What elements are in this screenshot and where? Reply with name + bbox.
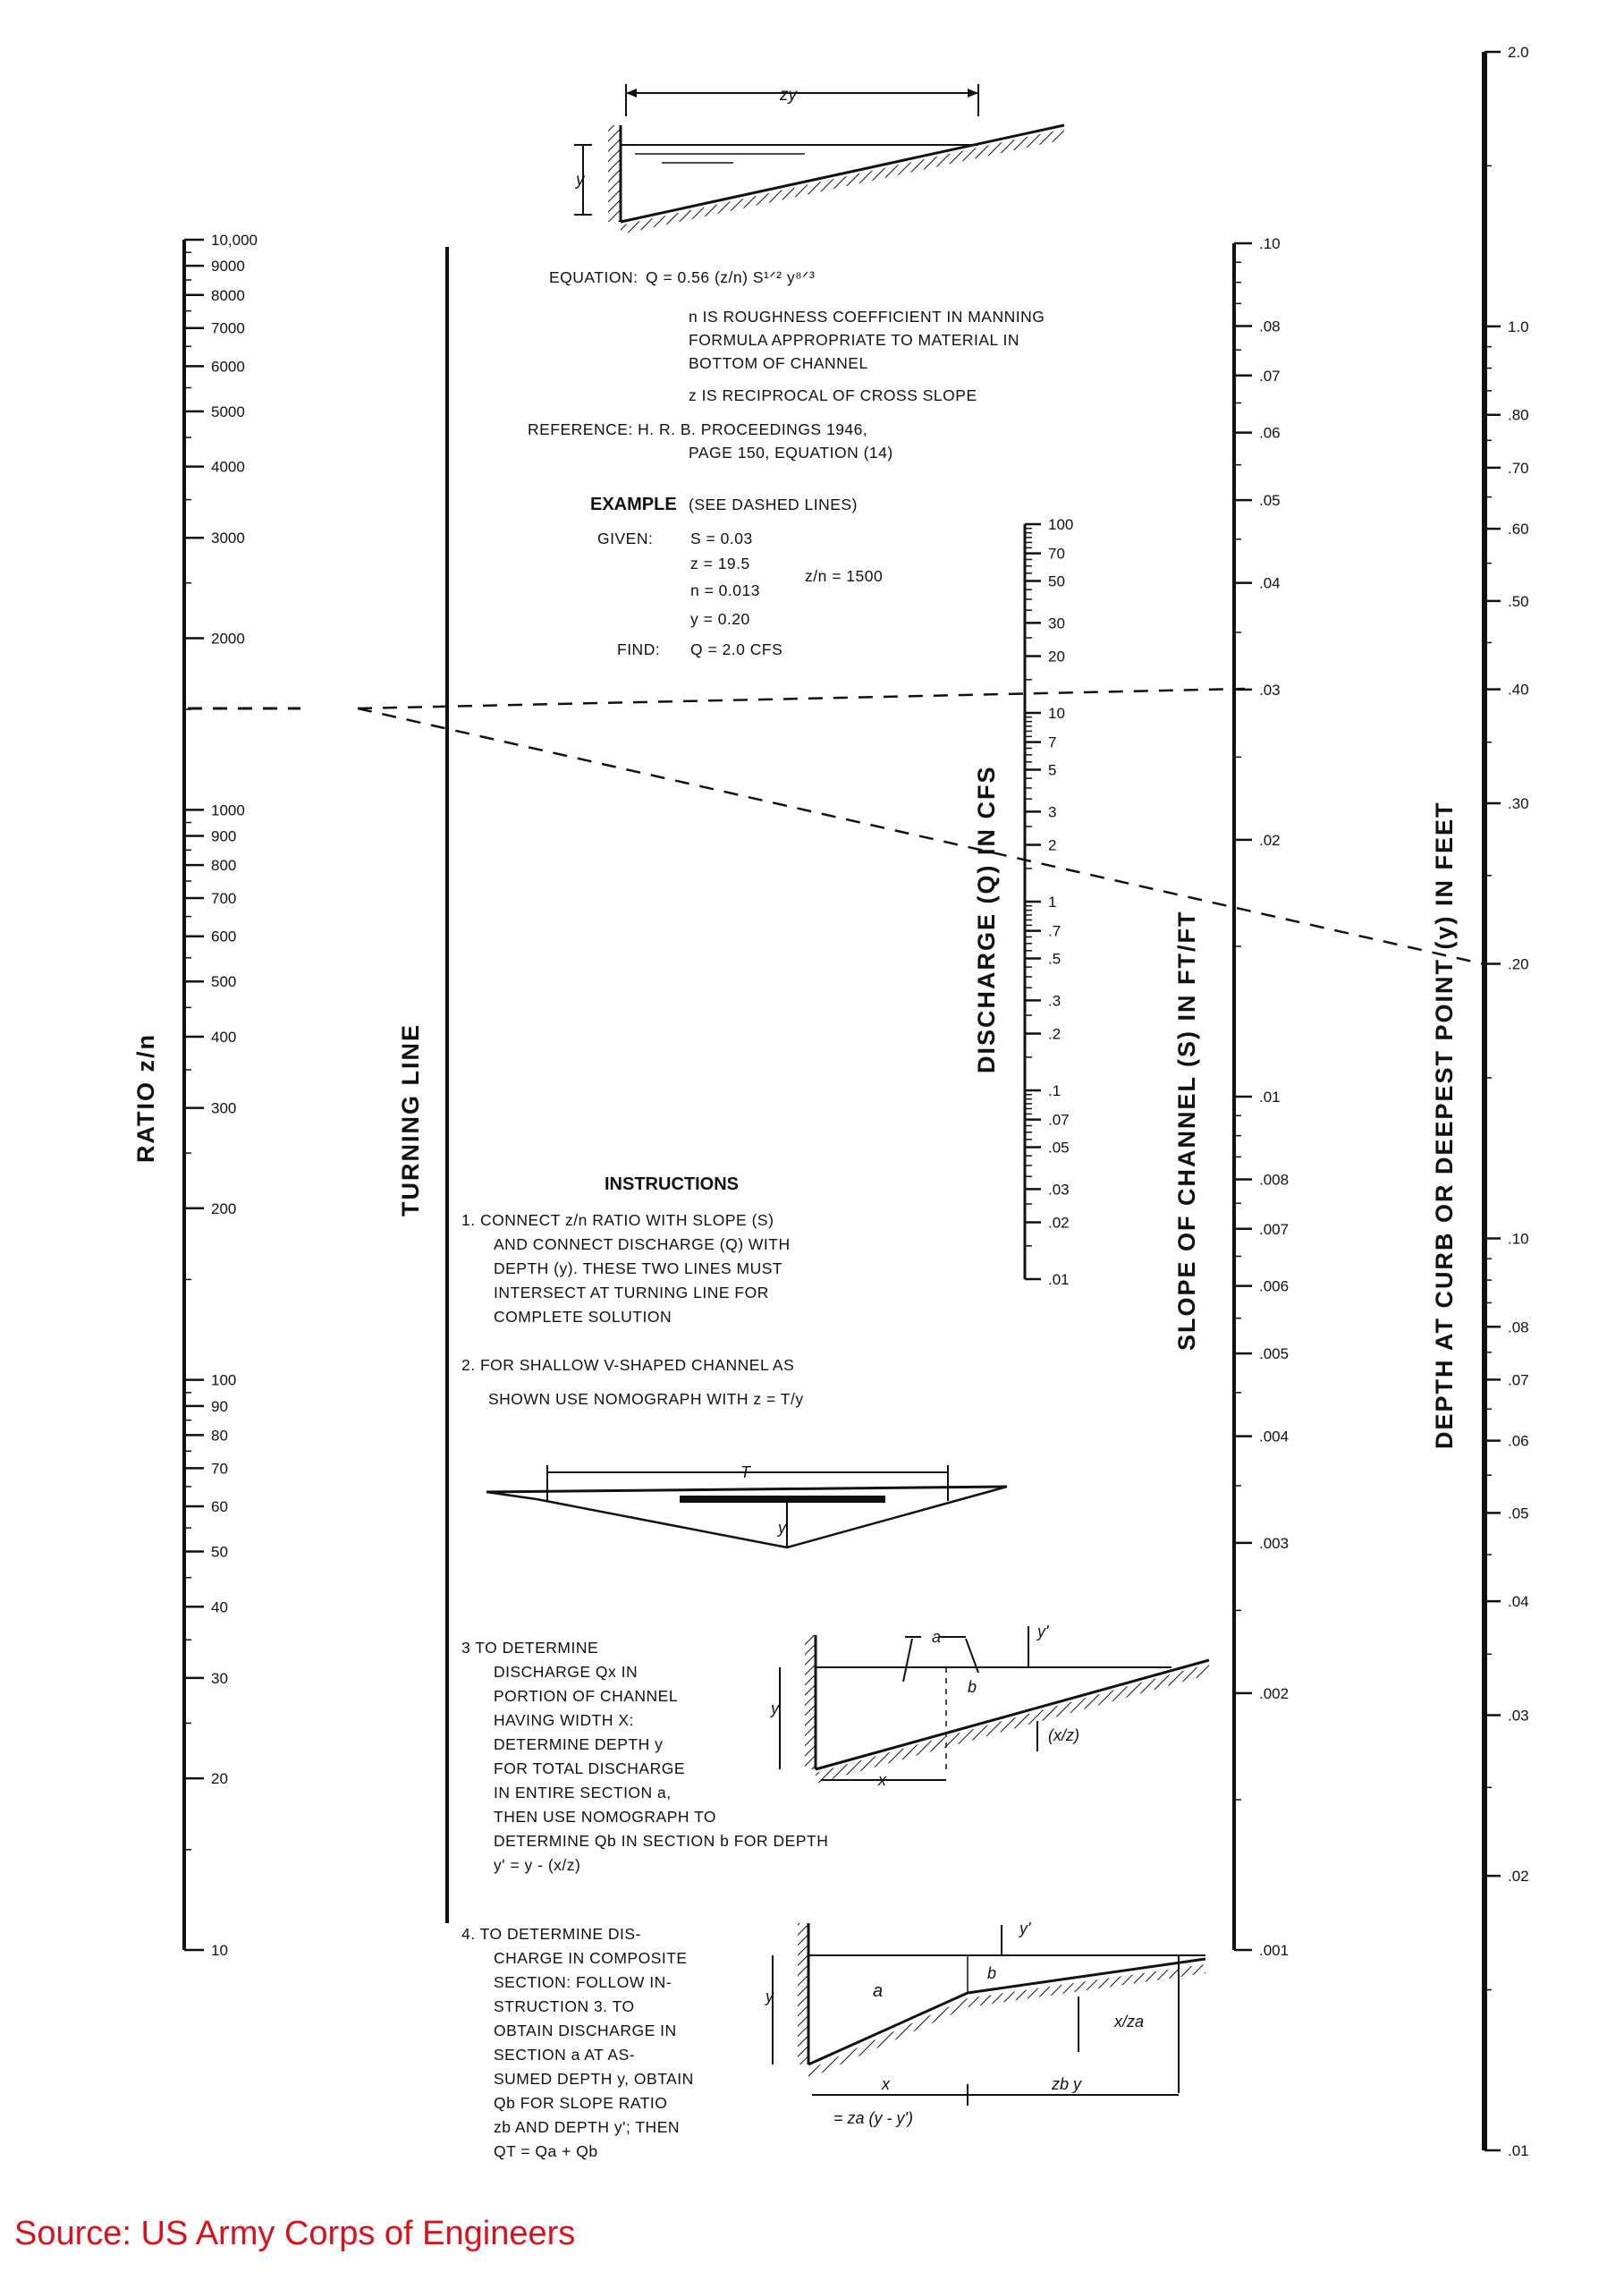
depth-tick-label: .30 <box>1508 795 1529 813</box>
slope-tick-label: .008 <box>1259 1171 1290 1189</box>
s4-yp-label: y' <box>1019 1920 1031 1937</box>
slope-tick-label: .03 <box>1259 681 1281 699</box>
depth-scale <box>1484 44 1529 2159</box>
step1-line: DEPTH (y). THESE TWO LINES MUST <box>494 1259 783 1277</box>
instruction-step-2 <box>461 1356 804 1408</box>
ratio-tick-label: 900 <box>211 827 237 845</box>
step3-line: DETERMINE DEPTH y <box>494 1735 664 1753</box>
discharge-tick-label: .5 <box>1048 950 1062 968</box>
ratio-tick-label: 1000 <box>211 801 245 819</box>
depth-tick-label: .01 <box>1508 2142 1529 2159</box>
ratio-tick-label: 600 <box>211 928 237 945</box>
discharge-tick-label: 70 <box>1048 545 1065 563</box>
slope-tick-label: .006 <box>1259 1277 1290 1295</box>
reference-1: REFERENCE: H. R. B. PROCEEDINGS 1946, <box>528 420 868 438</box>
discharge-tick-label: .1 <box>1048 1082 1062 1099</box>
step4-line: QT = Qa + Qb <box>494 2142 598 2160</box>
s4-b-label: b <box>987 1964 997 1982</box>
ratio-tick-label: 8000 <box>211 286 245 304</box>
ratio-tick-label: 7000 <box>211 319 245 337</box>
discharge-tick-label: .01 <box>1048 1271 1070 1288</box>
ratio-tick-label: 100 <box>211 1371 237 1389</box>
s3-x-label: x <box>878 1771 886 1789</box>
discharge-tick-label: 10 <box>1048 705 1065 722</box>
given-y: y = 0.20 <box>690 610 750 628</box>
step3-line: HAVING WIDTH X: <box>494 1711 634 1729</box>
depth-tick-label: .70 <box>1508 459 1529 477</box>
example-dashed-lines <box>188 689 1484 964</box>
slope-tick-label: .004 <box>1259 1428 1290 1445</box>
slope-tick-label: .005 <box>1259 1345 1290 1363</box>
ratio-tick-label: 6000 <box>211 358 245 376</box>
step1-line: COMPLETE SOLUTION <box>494 1308 672 1326</box>
instruction-step-1 <box>461 1211 791 1326</box>
v-channel-sketch <box>486 1463 1007 1547</box>
n-definition-3: BOTTOM OF CHANNEL <box>689 354 868 372</box>
discharge-tick-label: .05 <box>1048 1139 1070 1157</box>
ratio-tick-label: 40 <box>211 1598 228 1616</box>
s4-a-label: a <box>873 1981 884 2001</box>
ratio-tick-label: 9000 <box>211 258 245 276</box>
ratio-tick-label: 50 <box>211 1543 228 1561</box>
discharge-tick-label: 2 <box>1048 836 1057 854</box>
v-y-label: y <box>778 1519 786 1537</box>
step3-line: DETERMINE Qb IN SECTION b FOR DEPTH <box>494 1832 829 1850</box>
step4-line: OBTAIN DISCHARGE IN <box>494 2022 677 2039</box>
step4-line: STRUCTION 3. TO <box>494 1997 635 2015</box>
s4-zby-label: zb y <box>1052 2075 1082 2093</box>
discharge-scale <box>1025 516 1073 1288</box>
slope-tick-label: .06 <box>1259 424 1281 442</box>
ratio-tick-label: 2000 <box>211 630 245 648</box>
depth-tick-label: .10 <box>1508 1230 1529 1248</box>
step4-line: zb AND DEPTH y'; THEN <box>494 2118 680 2136</box>
given-label: GIVEN: <box>597 530 654 547</box>
s3-a-label: a <box>932 1628 942 1646</box>
ratio-tick-label: 3000 <box>211 530 245 547</box>
top-y-label: y <box>576 171 585 190</box>
s3-y-label: y <box>771 1700 779 1717</box>
ratio-tick-label: 5000 <box>211 403 245 420</box>
example-title: EXAMPLE <box>590 495 677 514</box>
depth-tick-label: .03 <box>1508 1707 1529 1725</box>
equation-formula: Q = 0.56 (z/n) S¹ᐟ² y⁸ᐟ³ <box>646 268 816 286</box>
slope-scale <box>1234 235 1289 1959</box>
zy-label: zy <box>780 86 797 105</box>
step1-line: 1. CONNECT z/n RATIO WITH SLOPE (S) <box>461 1211 774 1229</box>
equation-prefix: EQUATION: <box>549 268 639 286</box>
discharge-tick-label: 30 <box>1048 615 1065 632</box>
step1-line: AND CONNECT DISCHARGE (Q) WITH <box>494 1235 791 1253</box>
ratio-tick-label: 400 <box>211 1028 237 1046</box>
discharge-tick-label: 50 <box>1048 572 1065 590</box>
step3-line: y' = y - (x/z) <box>494 1856 581 1874</box>
step4-line: 4. TO DETERMINE DIS- <box>461 1925 641 1943</box>
depth-tick-label: .80 <box>1508 406 1529 424</box>
discharge-tick-label: 3 <box>1048 803 1057 821</box>
step4-line: SUMED DEPTH y, OBTAIN <box>494 2070 694 2088</box>
source-caption: Source: US Army Corps of Engineers <box>14 2215 576 2252</box>
instruction-4-sketch <box>764 1920 1205 2127</box>
slope-tick-label: .003 <box>1259 1534 1290 1552</box>
discharge-tick-label: 5 <box>1048 761 1057 779</box>
discharge-tick-label: 1 <box>1048 894 1057 911</box>
ratio-tick-label: 200 <box>211 1200 237 1217</box>
ratio-tick-label: 90 <box>211 1397 228 1415</box>
step1-line: INTERSECT AT TURNING LINE FOR <box>494 1284 769 1301</box>
example-title-note: (SEE DASHED LINES) <box>689 496 858 513</box>
slope-tick-label: .007 <box>1259 1220 1290 1238</box>
s4-za-label: = za (y - y') <box>833 2109 913 2127</box>
ratio-tick-label: 4000 <box>211 458 245 476</box>
discharge-tick-label: 7 <box>1048 733 1057 751</box>
discharge-tick-label: .3 <box>1048 992 1062 1010</box>
depth-tick-label: .50 <box>1508 592 1529 610</box>
depth-tick-label: .08 <box>1508 1318 1529 1336</box>
s4-x-label: x <box>882 2075 890 2093</box>
ratio-tick-label: 10,000 <box>211 232 258 249</box>
discharge-scale-title: DISCHARGE (Q) IN CFS <box>973 765 1000 1073</box>
ratio-scale <box>184 232 258 1959</box>
find-value: Q = 2.0 CFS <box>690 640 783 658</box>
slope-tick-label: .001 <box>1259 1942 1290 1959</box>
slope-tick-label: .05 <box>1259 492 1281 510</box>
z-definition: z IS RECIPROCAL OF CROSS SLOPE <box>689 386 977 404</box>
ratio-tick-label: 20 <box>211 1770 228 1788</box>
step3-line: DISCHARGE Qx IN <box>494 1663 639 1681</box>
depth-tick-label: .05 <box>1508 1505 1529 1522</box>
step3-line: IN ENTIRE SECTION a, <box>494 1784 672 1801</box>
ratio-tick-label: 70 <box>211 1460 228 1478</box>
step2-line: SHOWN USE NOMOGRAPH WITH z = T/y <box>488 1390 804 1408</box>
depth-tick-label: .06 <box>1508 1432 1529 1450</box>
top-channel-sketch <box>574 84 1064 234</box>
ratio-tick-label: 60 <box>211 1498 228 1516</box>
discharge-tick-label: 100 <box>1048 516 1074 533</box>
ratio-tick-label: 10 <box>211 1942 228 1959</box>
slope-tick-label: .01 <box>1259 1089 1281 1106</box>
ratio-tick-label: 30 <box>211 1669 228 1687</box>
s3-yp-label: y' <box>1037 1623 1049 1640</box>
discharge-tick-label: .2 <box>1048 1025 1062 1043</box>
slope-tick-label: .07 <box>1259 367 1281 385</box>
instruction-3-sketch <box>769 1623 1209 1789</box>
ratio-scale-title: RATIO z/n <box>132 1033 159 1163</box>
given-ratio: z/n = 1500 <box>805 567 884 585</box>
example-block <box>590 495 883 658</box>
slope-tick-label: .08 <box>1259 318 1281 335</box>
v-T-label: T <box>740 1463 750 1481</box>
depth-tick-label: .40 <box>1508 681 1529 699</box>
depth-tick-label: .20 <box>1508 955 1529 973</box>
discharge-tick-label: .02 <box>1048 1214 1070 1232</box>
depth-tick-label: .02 <box>1508 1868 1529 1886</box>
s3-xz-label: (x/z) <box>1048 1726 1079 1744</box>
reference-2: PAGE 150, EQUATION (14) <box>689 444 893 462</box>
ratio-tick-label: 700 <box>211 890 237 908</box>
slope-tick-label: .02 <box>1259 831 1281 849</box>
given-z: z = 19.5 <box>690 555 750 572</box>
slope-tick-label: .002 <box>1259 1684 1290 1702</box>
instruction-step-3 <box>461 1639 828 1874</box>
given-s: S = 0.03 <box>690 530 753 547</box>
depth-tick-label: .07 <box>1508 1371 1529 1389</box>
s4-y-label: y <box>765 1988 774 2005</box>
discharge-tick-label: .07 <box>1048 1111 1070 1129</box>
step4-line: CHARGE IN COMPOSITE <box>494 1949 688 1967</box>
step4-line: SECTION: FOLLOW IN- <box>494 1973 672 1991</box>
step4-line: Qb FOR SLOPE RATIO <box>494 2094 668 2112</box>
instructions-title: INSTRUCTIONS <box>605 1174 739 1194</box>
turning-line-title: TURNING LINE <box>397 1023 424 1217</box>
step2-line: 2. FOR SHALLOW V-SHAPED CHANNEL AS <box>461 1356 795 1374</box>
step3-line: 3 TO DETERMINE <box>461 1639 599 1657</box>
s3-b-label: b <box>968 1678 977 1696</box>
step3-line: THEN USE NOMOGRAPH TO <box>494 1808 717 1826</box>
given-n: n = 0.013 <box>690 581 760 599</box>
n-definition-2: FORMULA APPROPRIATE TO MATERIAL IN <box>689 331 1019 349</box>
discharge-tick-label: .03 <box>1048 1181 1070 1199</box>
discharge-tick-label: 20 <box>1048 648 1065 665</box>
equation-block <box>528 268 1045 462</box>
depth-scale-title: DEPTH AT CURB OR DEEPEST POINT (y) IN FEET <box>1431 801 1458 1449</box>
find-label: FIND: <box>617 640 661 658</box>
ratio-tick-label: 300 <box>211 1099 237 1117</box>
instruction-step-4 <box>461 1925 694 2160</box>
slope-tick-label: .10 <box>1259 235 1281 252</box>
step3-line: PORTION OF CHANNEL <box>494 1687 679 1705</box>
slope-scale-title: SLOPE OF CHANNEL (S) IN FT/FT <box>1173 910 1200 1351</box>
n-definition-1: n IS ROUGHNESS COEFFICIENT IN MANNING <box>689 308 1045 326</box>
depth-tick-label: 2.0 <box>1508 44 1529 61</box>
step3-line: FOR TOTAL DISCHARGE <box>494 1759 686 1777</box>
discharge-tick-label: .7 <box>1048 922 1062 940</box>
ratio-tick-label: 500 <box>211 973 237 991</box>
depth-tick-label: .04 <box>1508 1593 1529 1611</box>
depth-tick-label: .60 <box>1508 521 1529 538</box>
s4-xza-label: x/za <box>1114 2013 1145 2030</box>
ratio-tick-label: 800 <box>211 857 237 875</box>
step4-line: SECTION a AT AS- <box>494 2046 636 2064</box>
ratio-tick-label: 80 <box>211 1427 228 1445</box>
depth-tick-label: 1.0 <box>1508 318 1529 335</box>
slope-tick-label: .04 <box>1259 574 1281 592</box>
